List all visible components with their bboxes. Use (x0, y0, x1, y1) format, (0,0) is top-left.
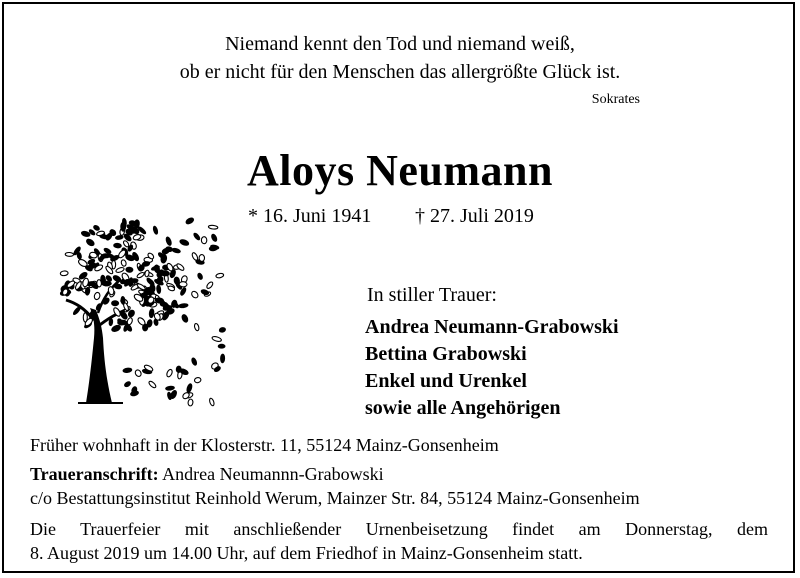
ceremony-line-1: Die Trauerfeier mit anschließender Urnenbeisetzung findet am Donnerstag, dem (30, 519, 768, 539)
mourner-name: Andrea Neumann-Grabowski (365, 316, 619, 338)
former-address: Früher wohnhaft in der Klosterstr. 11, 55124 Mainz-Gonsenheim (30, 435, 499, 455)
death-date: † 27. Juli 2019 (415, 205, 534, 227)
mourning-intro: In stiller Trauer: (367, 284, 497, 306)
quote-author: Sokrates (591, 92, 640, 107)
mourning-address-name: Andrea Neumannn-Grabowski (158, 464, 384, 484)
birth-date: * 16. Juni 1941 (248, 205, 372, 227)
mourner-name: Bettina Grabowski (365, 343, 527, 365)
tree-with-falling-leaves-icon (48, 208, 228, 408)
mourner-name: Enkel und Urenkel (365, 370, 527, 392)
mourning-address-line-1 (30, 464, 384, 485)
quote-line-2: ob er nicht für den Menschen das allergrößte Glück ist. (179, 61, 621, 83)
ceremony-line-2: 8. August 2019 um 14.00 Uhr, auf dem Friedhof in Mainz-Gonsenheim statt. (30, 543, 583, 563)
mourning-address-label: Traueranschrift: (30, 464, 159, 484)
quote-line-1: Niemand kennt den Tod und niemand weiß, (225, 33, 575, 55)
mourning-address-line-2: c/o Bestattungsinstitut Reinhold Werum, Mainzer Str. 84, 55124 Mainz-Gonsenheim (30, 488, 640, 508)
mourner-name: sowie alle Angehörigen (365, 397, 561, 419)
ceremony-info (30, 517, 768, 565)
deceased-name: Aloys Neumann (247, 146, 553, 195)
mourner-list (365, 314, 619, 422)
